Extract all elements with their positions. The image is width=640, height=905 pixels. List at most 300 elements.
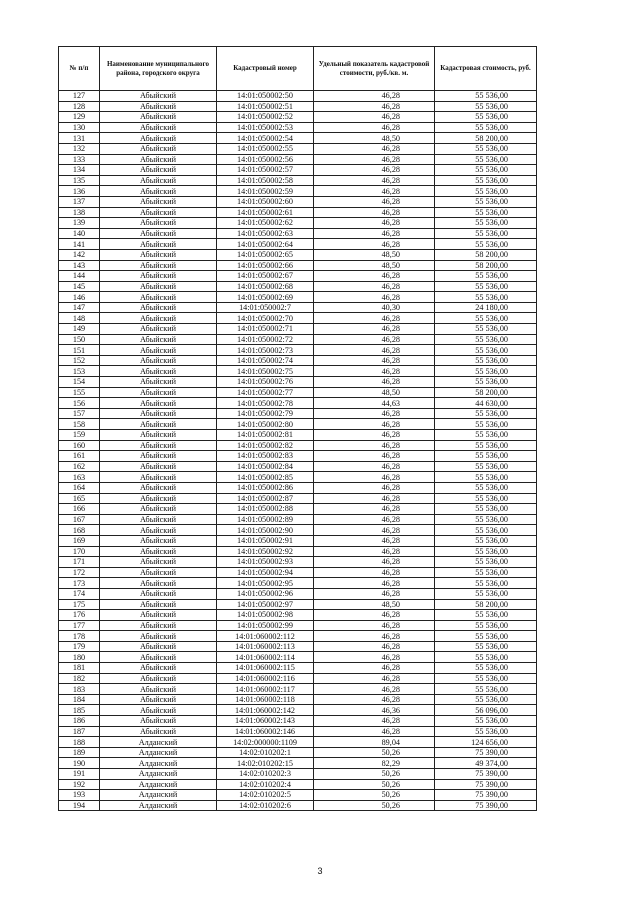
row-num: 163 [59, 472, 100, 483]
cadastral-number: 14:01:050002:97 [217, 599, 314, 610]
municipality: Абыйский [100, 419, 217, 430]
cadastral-cost: 55 536,00 [435, 228, 537, 239]
municipality: Абыйский [100, 451, 217, 462]
row-num: 138 [59, 207, 100, 218]
municipality: Абыйский [100, 493, 217, 504]
cadastral-cost: 24 180,00 [435, 302, 537, 313]
cadastral-number: 14:02:000000:1109 [217, 737, 314, 748]
row-num: 160 [59, 440, 100, 451]
specific-value: 46,28 [314, 196, 435, 207]
municipality: Абыйский [100, 673, 217, 684]
cadastral-number: 14:01:060002:146 [217, 726, 314, 737]
table-row [59, 800, 537, 811]
municipality: Абыйский [100, 133, 217, 144]
table-row [59, 165, 537, 176]
municipality: Абыйский [100, 260, 217, 271]
specific-value: 46,28 [314, 610, 435, 621]
cadastral-cost: 58 200,00 [435, 260, 537, 271]
row-num: 167 [59, 514, 100, 525]
specific-value: 46,36 [314, 705, 435, 716]
table-row [59, 292, 537, 303]
specific-value: 46,28 [314, 228, 435, 239]
municipality: Абыйский [100, 313, 217, 324]
cadastral-cost: 55 536,00 [435, 610, 537, 621]
cadastral-number: 14:01:050002:72 [217, 334, 314, 345]
table-row [59, 567, 537, 578]
specific-value: 46,28 [314, 313, 435, 324]
table-row [59, 249, 537, 260]
municipality: Абыйский [100, 355, 217, 366]
cadastral-cost: 55 536,00 [435, 292, 537, 303]
cadastral-cost: 55 536,00 [435, 472, 537, 483]
cadastral-number: 14:02:010202:15 [217, 758, 314, 769]
specific-value: 48,50 [314, 249, 435, 260]
cadastral-number: 14:01:050002:58 [217, 175, 314, 186]
row-num: 161 [59, 451, 100, 462]
cadastral-number: 14:01:050002:7 [217, 302, 314, 313]
municipality: Абыйский [100, 557, 217, 568]
specific-value: 46,28 [314, 165, 435, 176]
row-num: 164 [59, 482, 100, 493]
cadastral-cost: 55 536,00 [435, 175, 537, 186]
header-municipality: Наименование муниципального района, городского округа [100, 47, 217, 91]
cadastral-number: 14:02:010202:1 [217, 747, 314, 758]
row-num: 184 [59, 694, 100, 705]
cadastral-cost: 55 536,00 [435, 567, 537, 578]
row-num: 156 [59, 398, 100, 409]
table-row [59, 758, 537, 769]
specific-value: 50,26 [314, 800, 435, 811]
table-row [59, 673, 537, 684]
cadastral-number: 14:01:060002:113 [217, 641, 314, 652]
cadastral-number: 14:01:050002:81 [217, 430, 314, 441]
table-row [59, 663, 537, 674]
cadastral-cost: 55 536,00 [435, 504, 537, 515]
row-num: 194 [59, 800, 100, 811]
municipality: Абыйский [100, 165, 217, 176]
table-row [59, 440, 537, 451]
row-num: 137 [59, 196, 100, 207]
municipality: Абыйский [100, 175, 217, 186]
table-row [59, 91, 537, 102]
cadastral-number: 14:01:050002:78 [217, 398, 314, 409]
cadastral-cost: 55 536,00 [435, 143, 537, 154]
cadastral-cost: 55 536,00 [435, 673, 537, 684]
municipality: Абыйский [100, 652, 217, 663]
cadastral-number: 14:01:050002:62 [217, 218, 314, 229]
cadastral-number: 14:01:050002:73 [217, 345, 314, 356]
table-row [59, 451, 537, 462]
table-row [59, 557, 537, 568]
table-row [59, 461, 537, 472]
cadastral-number: 14:01:050002:96 [217, 588, 314, 599]
cadastral-number: 14:01:050002:87 [217, 493, 314, 504]
row-num: 171 [59, 557, 100, 568]
municipality: Алданский [100, 769, 217, 780]
header-cadastral-number: Кадастровый номер [217, 47, 314, 91]
table-row [59, 652, 537, 663]
specific-value: 46,28 [314, 525, 435, 536]
cadastral-number: 14:01:050002:77 [217, 387, 314, 398]
specific-value: 46,28 [314, 281, 435, 292]
table-row [59, 143, 537, 154]
cadastral-cost: 55 536,00 [435, 451, 537, 462]
cadastral-number: 14:01:060002:142 [217, 705, 314, 716]
cadastral-cost: 55 536,00 [435, 694, 537, 705]
cadastral-number: 14:01:050002:69 [217, 292, 314, 303]
municipality: Абыйский [100, 599, 217, 610]
municipality: Абыйский [100, 122, 217, 133]
cadastral-cost: 55 536,00 [435, 207, 537, 218]
municipality: Алданский [100, 779, 217, 790]
municipality: Абыйский [100, 228, 217, 239]
cadastral-cost: 55 536,00 [435, 493, 537, 504]
cadastral-number: 14:01:050002:76 [217, 377, 314, 388]
municipality: Абыйский [100, 324, 217, 335]
row-num: 148 [59, 313, 100, 324]
specific-value: 46,28 [314, 345, 435, 356]
cadastral-cost: 55 536,00 [435, 514, 537, 525]
cadastral-cost: 55 536,00 [435, 419, 537, 430]
table-row [59, 769, 537, 780]
table-row [59, 737, 537, 748]
municipality: Алданский [100, 790, 217, 801]
table-row [59, 239, 537, 250]
cadastral-cost: 55 536,00 [435, 641, 537, 652]
municipality: Абыйский [100, 218, 217, 229]
cadastral-number: 14:01:050002:88 [217, 504, 314, 515]
specific-value: 46,28 [314, 218, 435, 229]
row-num: 158 [59, 419, 100, 430]
specific-value: 44,63 [314, 398, 435, 409]
table-row [59, 218, 537, 229]
cadastral-number: 14:01:050002:55 [217, 143, 314, 154]
row-num: 176 [59, 610, 100, 621]
cadastral-number: 14:01:050002:54 [217, 133, 314, 144]
specific-value: 46,28 [314, 239, 435, 250]
municipality: Абыйский [100, 196, 217, 207]
specific-value: 46,28 [314, 112, 435, 123]
municipality: Абыйский [100, 143, 217, 154]
municipality: Абыйский [100, 101, 217, 112]
table-row [59, 133, 537, 144]
table-row [59, 599, 537, 610]
cadastral-number: 14:01:050002:89 [217, 514, 314, 525]
row-num: 169 [59, 535, 100, 546]
table-row [59, 387, 537, 398]
row-num: 187 [59, 726, 100, 737]
table-row [59, 281, 537, 292]
table-row [59, 101, 537, 112]
municipality: Абыйский [100, 281, 217, 292]
cadastral-number: 14:01:060002:112 [217, 631, 314, 642]
row-num: 179 [59, 641, 100, 652]
cadastral-cost: 55 536,00 [435, 631, 537, 642]
municipality: Абыйский [100, 377, 217, 388]
municipality: Абыйский [100, 535, 217, 546]
specific-value: 46,28 [314, 355, 435, 366]
municipality: Абыйский [100, 716, 217, 727]
cadastral-cost: 55 536,00 [435, 122, 537, 133]
cadastral-cost: 55 536,00 [435, 218, 537, 229]
cadastral-number: 14:01:050002:67 [217, 271, 314, 282]
specific-value: 46,28 [314, 641, 435, 652]
row-num: 177 [59, 620, 100, 631]
cadastral-cost: 55 536,00 [435, 196, 537, 207]
row-num: 192 [59, 779, 100, 790]
cadastral-number: 14:01:050002:65 [217, 249, 314, 260]
row-num: 128 [59, 101, 100, 112]
row-num: 165 [59, 493, 100, 504]
specific-value: 46,28 [314, 493, 435, 504]
specific-value: 48,50 [314, 599, 435, 610]
table-row [59, 525, 537, 536]
cadastral-cost: 55 536,00 [435, 652, 537, 663]
row-num: 144 [59, 271, 100, 282]
specific-value: 89,04 [314, 737, 435, 748]
row-num: 132 [59, 143, 100, 154]
row-num: 186 [59, 716, 100, 727]
table-row [59, 790, 537, 801]
specific-value: 46,28 [314, 694, 435, 705]
municipality: Абыйский [100, 292, 217, 303]
row-num: 149 [59, 324, 100, 335]
cadastral-cost: 55 536,00 [435, 345, 537, 356]
row-num: 152 [59, 355, 100, 366]
specific-value: 46,28 [314, 726, 435, 737]
row-num: 185 [59, 705, 100, 716]
cadastral-cost: 55 536,00 [435, 324, 537, 335]
municipality: Абыйский [100, 398, 217, 409]
row-num: 191 [59, 769, 100, 780]
municipality: Алданский [100, 800, 217, 811]
cadastral-number: 14:01:050002:50 [217, 91, 314, 102]
municipality: Абыйский [100, 684, 217, 695]
municipality: Абыйский [100, 408, 217, 419]
cadastral-cost: 55 536,00 [435, 91, 537, 102]
specific-value: 46,28 [314, 91, 435, 102]
table-row [59, 345, 537, 356]
specific-value: 46,28 [314, 578, 435, 589]
cadastral-number: 14:02:010202:4 [217, 779, 314, 790]
specific-value: 46,28 [314, 451, 435, 462]
row-num: 172 [59, 567, 100, 578]
cadastral-cost: 55 536,00 [435, 525, 537, 536]
municipality: Абыйский [100, 610, 217, 621]
specific-value: 48,50 [314, 133, 435, 144]
table-row [59, 430, 537, 441]
cadastral-cost: 55 536,00 [435, 239, 537, 250]
municipality: Абыйский [100, 334, 217, 345]
table-row [59, 175, 537, 186]
specific-value: 48,50 [314, 260, 435, 271]
municipality: Абыйский [100, 112, 217, 123]
row-num: 139 [59, 218, 100, 229]
cadastral-cost: 55 536,00 [435, 557, 537, 568]
table-row [59, 472, 537, 483]
cadastral-number: 14:01:050002:63 [217, 228, 314, 239]
municipality: Абыйский [100, 631, 217, 642]
cadastral-number: 14:01:060002:114 [217, 652, 314, 663]
table-body [59, 91, 537, 811]
cadastral-cost: 55 536,00 [435, 620, 537, 631]
municipality: Абыйский [100, 239, 217, 250]
cadastral-cost: 55 536,00 [435, 430, 537, 441]
municipality: Алданский [100, 758, 217, 769]
specific-value: 46,28 [314, 546, 435, 557]
municipality: Абыйский [100, 567, 217, 578]
cadastral-cost: 55 536,00 [435, 355, 537, 366]
row-num: 135 [59, 175, 100, 186]
cadastral-number: 14:01:060002:116 [217, 673, 314, 684]
table-row [59, 186, 537, 197]
specific-value: 46,28 [314, 663, 435, 674]
cadastral-cost: 55 536,00 [435, 313, 537, 324]
specific-value: 46,28 [314, 207, 435, 218]
table-row [59, 228, 537, 239]
municipality: Абыйский [100, 430, 217, 441]
table-row [59, 705, 537, 716]
cadastral-number: 14:01:050002:71 [217, 324, 314, 335]
row-num: 157 [59, 408, 100, 419]
cadastral-cost: 55 536,00 [435, 578, 537, 589]
table-row [59, 641, 537, 652]
specific-value: 46,28 [314, 461, 435, 472]
specific-value: 46,28 [314, 472, 435, 483]
specific-value: 46,28 [314, 482, 435, 493]
specific-value: 46,28 [314, 334, 435, 345]
municipality: Абыйский [100, 207, 217, 218]
cadastral-cost: 55 536,00 [435, 377, 537, 388]
row-num: 188 [59, 737, 100, 748]
table-row [59, 504, 537, 515]
table-row [59, 398, 537, 409]
specific-value: 46,28 [314, 292, 435, 303]
table-row [59, 408, 537, 419]
municipality: Абыйский [100, 705, 217, 716]
cadastral-cost: 44 630,00 [435, 398, 537, 409]
row-num: 190 [59, 758, 100, 769]
cadastral-number: 14:01:060002:118 [217, 694, 314, 705]
cadastral-cost: 55 536,00 [435, 101, 537, 112]
header-num: № п/п [59, 47, 100, 91]
cadastral-number: 14:01:050002:53 [217, 122, 314, 133]
specific-value: 46,28 [314, 557, 435, 568]
specific-value: 48,50 [314, 387, 435, 398]
cadastral-cost: 55 536,00 [435, 588, 537, 599]
municipality: Абыйский [100, 91, 217, 102]
specific-value: 50,26 [314, 790, 435, 801]
municipality: Абыйский [100, 546, 217, 557]
row-num: 134 [59, 165, 100, 176]
row-num: 162 [59, 461, 100, 472]
table-row [59, 482, 537, 493]
table-row [59, 324, 537, 335]
specific-value: 46,28 [314, 588, 435, 599]
cadastral-number: 14:01:050002:82 [217, 440, 314, 451]
specific-value: 46,28 [314, 122, 435, 133]
row-num: 155 [59, 387, 100, 398]
cadastral-cost: 55 536,00 [435, 186, 537, 197]
header-cadastral-cost: Кадастровая стоимость, руб. [435, 47, 537, 91]
cadastral-cost: 55 536,00 [435, 366, 537, 377]
specific-value: 46,28 [314, 186, 435, 197]
cadastral-number: 14:01:050002:66 [217, 260, 314, 271]
cadastral-cost: 55 536,00 [435, 546, 537, 557]
cadastral-number: 14:01:050002:64 [217, 239, 314, 250]
specific-value: 82,29 [314, 758, 435, 769]
row-num: 182 [59, 673, 100, 684]
municipality: Абыйский [100, 186, 217, 197]
cadastral-cost: 55 536,00 [435, 154, 537, 165]
cadastral-table [58, 46, 537, 811]
row-num: 153 [59, 366, 100, 377]
specific-value: 46,28 [314, 430, 435, 441]
cadastral-cost: 55 536,00 [435, 440, 537, 451]
table-header-row [59, 47, 537, 91]
municipality: Абыйский [100, 271, 217, 282]
row-num: 151 [59, 345, 100, 356]
cadastral-number: 14:01:050002:98 [217, 610, 314, 621]
row-num: 183 [59, 684, 100, 695]
cadastral-number: 14:01:050002:84 [217, 461, 314, 472]
cadastral-number: 14:01:060002:117 [217, 684, 314, 695]
cadastral-number: 14:01:050002:99 [217, 620, 314, 631]
cadastral-cost: 55 536,00 [435, 334, 537, 345]
cadastral-cost: 58 200,00 [435, 133, 537, 144]
cadastral-number: 14:02:010202:6 [217, 800, 314, 811]
cadastral-number: 14:02:010202:5 [217, 790, 314, 801]
cadastral-cost: 55 536,00 [435, 726, 537, 737]
cadastral-cost: 58 200,00 [435, 599, 537, 610]
row-num: 180 [59, 652, 100, 663]
row-num: 181 [59, 663, 100, 674]
row-num: 131 [59, 133, 100, 144]
specific-value: 46,28 [314, 408, 435, 419]
municipality: Абыйский [100, 663, 217, 674]
table-row [59, 610, 537, 621]
cadastral-number: 14:01:050002:85 [217, 472, 314, 483]
cadastral-cost: 55 536,00 [435, 684, 537, 695]
cadastral-cost: 55 536,00 [435, 271, 537, 282]
cadastral-number: 14:02:010202:3 [217, 769, 314, 780]
cadastral-cost: 75 390,00 [435, 779, 537, 790]
municipality: Абыйский [100, 482, 217, 493]
municipality: Абыйский [100, 440, 217, 451]
cadastral-number: 14:01:050002:74 [217, 355, 314, 366]
municipality: Абыйский [100, 345, 217, 356]
row-num: 159 [59, 430, 100, 441]
row-num: 127 [59, 91, 100, 102]
specific-value: 46,28 [314, 673, 435, 684]
specific-value: 46,28 [314, 567, 435, 578]
cadastral-number: 14:01:050002:90 [217, 525, 314, 536]
cadastral-cost: 55 536,00 [435, 535, 537, 546]
municipality: Алданский [100, 747, 217, 758]
cadastral-cost: 55 536,00 [435, 482, 537, 493]
table-row [59, 260, 537, 271]
specific-value: 46,28 [314, 154, 435, 165]
specific-value: 46,28 [314, 440, 435, 451]
cadastral-cost: 49 374,00 [435, 758, 537, 769]
municipality: Абыйский [100, 726, 217, 737]
row-num: 189 [59, 747, 100, 758]
municipality: Абыйский [100, 461, 217, 472]
specific-value: 46,28 [314, 419, 435, 430]
cadastral-cost: 58 200,00 [435, 249, 537, 260]
page-number: 3 [317, 866, 323, 876]
cadastral-cost: 75 390,00 [435, 769, 537, 780]
